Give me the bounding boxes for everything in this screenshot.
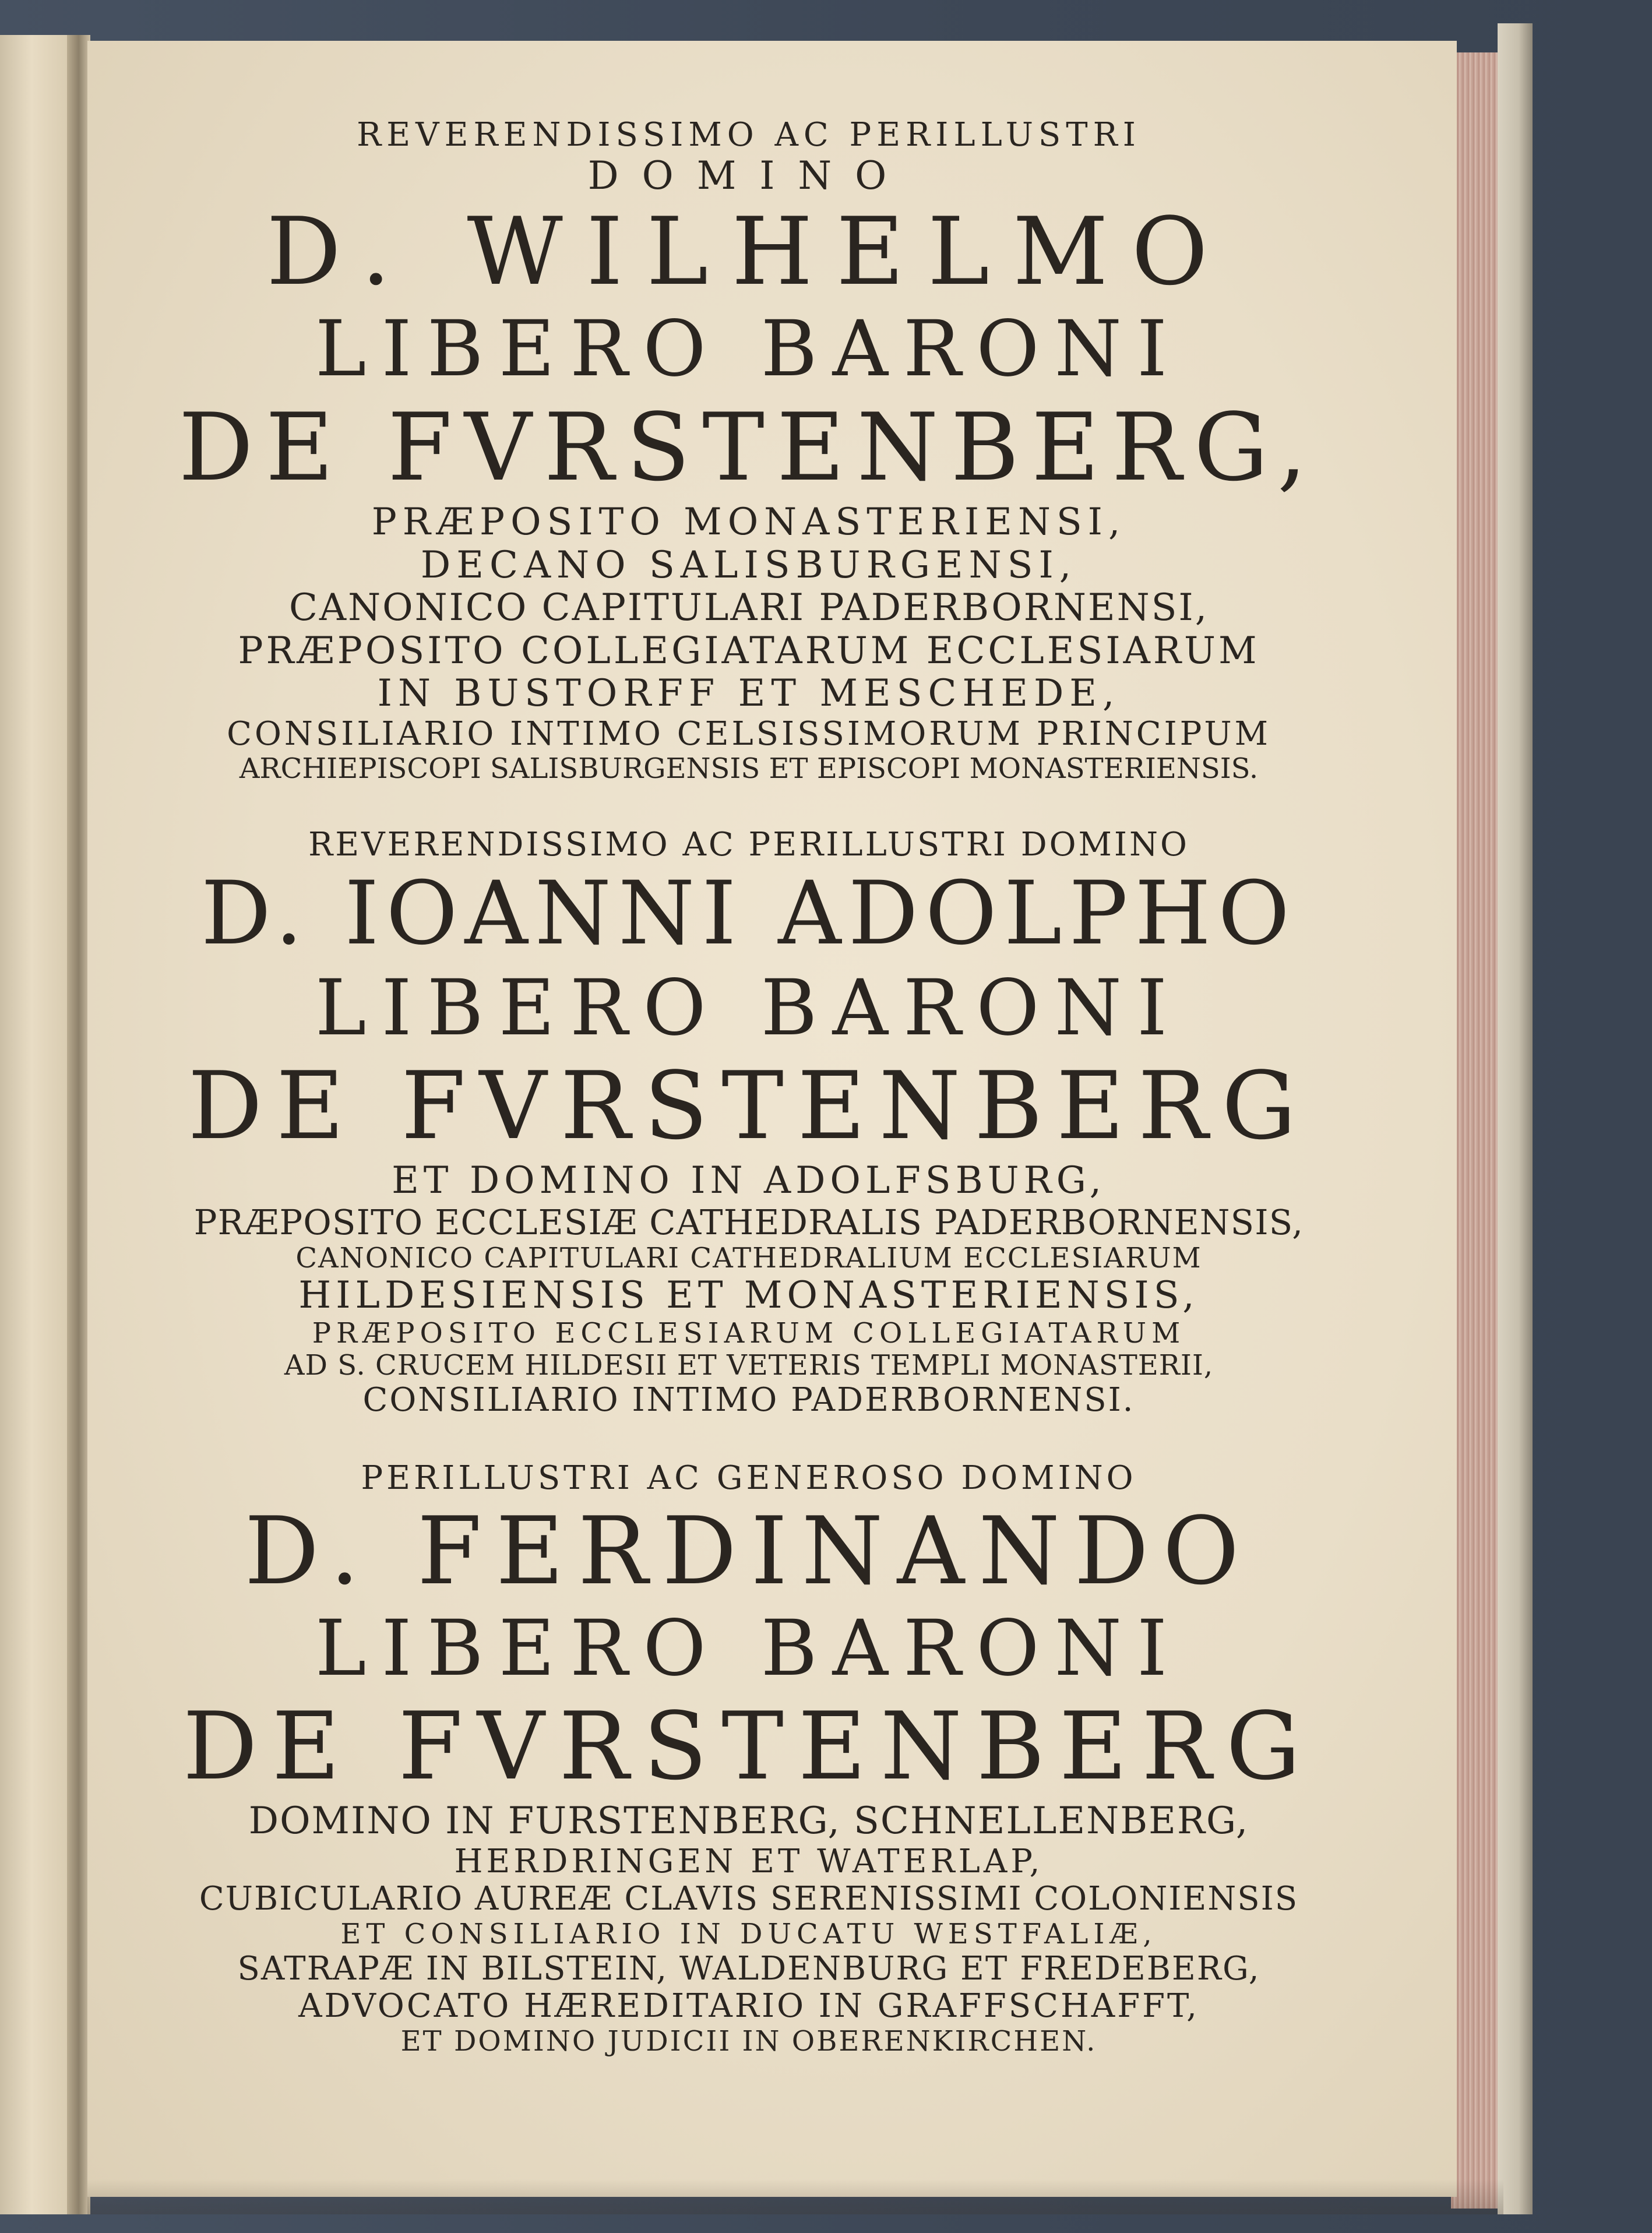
dedicatee-rank: LIBERO BARONI <box>315 1603 1183 1693</box>
dedicatee-rank: LIBERO BARONI <box>315 304 1183 395</box>
dedication-text <box>175 117 1323 2058</box>
title-line: ET DOMINO JUDICII IN OBERENKIRCHEN. <box>400 2024 1097 2058</box>
title-line: CUBICULARIO AUREÆ CLAVIS SERENISSIMI COLONIENSIS <box>199 1880 1299 1918</box>
salutation: PERILLUSTRI AC GENEROSO DOMINO <box>361 1459 1137 1498</box>
title-line: HERDRINGEN ET WATERLAP, <box>454 1843 1044 1881</box>
salutation-domino: DOMINO <box>587 153 910 199</box>
dedicatee-family: DE FVRSTENBERG <box>188 1051 1310 1161</box>
title-line: HILDESIENSIS ET MONASTERIENSIS, <box>298 1273 1199 1317</box>
title-line: PRÆPOSITO COLLEGIATARUM ECCLESIARUM <box>238 629 1260 672</box>
title-line: ET CONSILIARIO IN DUCATU WESTFALIÆ, <box>340 1917 1157 1950</box>
title-line: PRÆPOSITO ECCLESIARUM COLLEGIATARUM <box>312 1316 1186 1350</box>
book-cover-edge <box>1498 23 1533 2214</box>
title-line: ARCHIEPISCOPI SALISBURGENSIS ET EPISCOPI MONASTERIENSIS. <box>239 752 1259 786</box>
page-bottom-shadow <box>87 2179 1503 2214</box>
salutation: REVERENDISSIMO AC PERILLUSTRI DOMINO <box>308 825 1189 864</box>
title-line: CONSILIARIO INTIMO PADERBORNENSI. <box>362 1380 1135 1419</box>
title-line: CANONICO CAPITULARI PADERBORNENSI, <box>288 586 1209 630</box>
facing-page-edge <box>0 35 70 2214</box>
dedicatee-name: D. WILHELMO <box>266 197 1231 307</box>
title-line: DOMINO IN FURSTENBERG, SCHNELLENBERG, <box>248 1799 1249 1843</box>
salutation: REVERENDISSIMO AC PERILLUSTRI <box>357 116 1141 154</box>
page-fore-edge <box>1451 52 1503 2209</box>
dedicatee-name: D. IOANNI ADOLPHO <box>200 863 1297 965</box>
title-line: SATRAPÆ IN BILSTEIN, WALDENBURG ET FREDEBERG, <box>237 1950 1260 1988</box>
title-line: IN BUSTORFF ET MESCHEDE, <box>377 672 1121 716</box>
dedication-wilhelm <box>175 117 1323 786</box>
dedicatee-family: DE FVRSTENBERG, <box>178 393 1319 502</box>
book-gutter <box>67 35 90 2214</box>
title-line: ADVOCATO HÆREDITARIO IN GRAFFSCHAFFT, <box>298 1987 1199 2026</box>
dedicatee-family: DE FVRSTENBERG <box>182 1692 1315 1801</box>
dedicatee-name: D. FERDINANDO <box>244 1496 1253 1605</box>
title-line: PRÆPOSITO ECCLESIÆ CATHEDRALIS PADERBORNENSIS, <box>193 1202 1304 1242</box>
title-line: CANONICO CAPITULARI CATHEDRALIUM ECCLESIARUM <box>295 1241 1202 1274</box>
title-line: PRÆPOSITO MONASTERIENSI, <box>371 501 1126 544</box>
title-line: ET DOMINO IN ADOLFSBURG, <box>392 1159 1106 1203</box>
dedication-ioannes-adolphus <box>175 826 1323 1420</box>
title-line: CONSILIARIO INTIMO CELSISSIMORUM PRINCIPUM <box>227 715 1271 753</box>
dedication-ferdinandus <box>175 1460 1323 2058</box>
title-line: AD S. CRUCEM HILDESII ET VETERIS TEMPLI MONASTERII, <box>284 1348 1214 1382</box>
dedicatee-rank: LIBERO BARONI <box>315 963 1183 1053</box>
title-line: DECANO SALISBURGENSI, <box>420 543 1077 587</box>
